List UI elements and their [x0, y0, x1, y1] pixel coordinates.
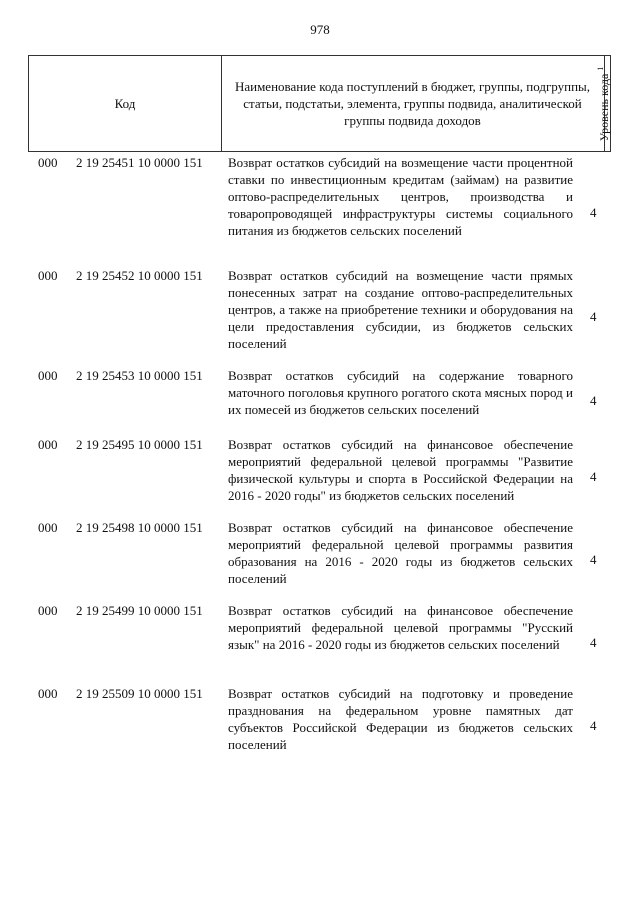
header-code: Код: [29, 56, 222, 151]
table-row: [0, 154, 640, 254]
revenue-code: 2 19 25498 10 0000 151: [76, 520, 203, 535]
admin-code: 000: [38, 268, 58, 283]
revenue-description: Возврат остатков субсидий на возмещение части процентной ставки по инвестиционным кредитам (займам) на развитие оптово-распределительных центров, производства и товаропроводящей инфраструктуры системы социального питания из бюджетов сельских поселений: [228, 155, 573, 238]
table-row: [0, 367, 640, 418]
page-number: 978: [310, 22, 330, 37]
revenue-description: Возврат остатков субсидий на подготовку и проведение празднования на федеральном уровне памятных дат субъектов Российской Федерации из бюджетов сельских поселений: [228, 686, 573, 752]
header-level-footnote: 1: [596, 66, 605, 71]
header-level: [596, 56, 612, 151]
header-level-label: Уровень кода: [597, 73, 611, 142]
revenue-code: 2 19 25453 10 0000 151: [76, 368, 203, 383]
table-row: [0, 602, 640, 670]
revenue-code: 2 19 25451 10 0000 151: [76, 155, 203, 170]
code-level: 4: [590, 393, 597, 408]
admin-code: 000: [38, 520, 58, 535]
admin-code: 000: [38, 437, 58, 452]
table-header: [28, 55, 611, 152]
revenue-description: Возврат остатков субсидий на финансовое обеспечение мероприятий федеральной целевой программы "Развитие физической культуры и спорта в Российской Федерации на 2016 - 2020 годы" из бюджетов сельских поселений: [228, 437, 573, 503]
revenue-description: Возврат остатков субсидий на возмещение части прямых понесенных затрат на создание оптово-распределительных центров, а также на приобретение техники и оборудования на цели предоставления субсидии, из бюджетов сельских поселений: [228, 268, 573, 351]
revenue-description: Возврат остатков субсидий на содержание товарного маточного поголовья крупного рогатого скота мясных пород и их помесей из бюджетов сельских поселений: [228, 368, 573, 417]
table-row: [0, 685, 640, 753]
table-row: [0, 267, 640, 352]
revenue-code: 2 19 25452 10 0000 151: [76, 268, 203, 283]
admin-code: 000: [38, 368, 58, 383]
revenue-code: 2 19 25509 10 0000 151: [76, 686, 203, 701]
code-level: 4: [590, 718, 597, 733]
code-level: 4: [590, 469, 597, 484]
code-level: 4: [590, 552, 597, 567]
revenue-description: Возврат остатков субсидий на финансовое обеспечение мероприятий федеральной целевой программы "Русский язык" на 2016 - 2020 годы из бюджетов сельских поселений: [228, 603, 573, 652]
header-name: Наименование кода поступлений в бюджет, группы, подгруппы, статьи, подстатьи, элемента, группы подвида, аналитической группы подвида доходов: [221, 56, 605, 151]
code-level: 4: [590, 635, 597, 650]
revenue-code: 2 19 25495 10 0000 151: [76, 437, 203, 452]
revenue-description: Возврат остатков субсидий на финансовое обеспечение мероприятий федеральной целевой программы развития образования на 2016 - 2020 годы из бюджетов сельских поселений: [228, 520, 573, 586]
admin-code: 000: [38, 686, 58, 701]
table-row: [0, 519, 640, 587]
admin-code: 000: [38, 155, 58, 170]
code-level: 4: [590, 205, 597, 220]
revenue-code: 2 19 25499 10 0000 151: [76, 603, 203, 618]
code-level: 4: [590, 309, 597, 324]
table-row: [0, 436, 640, 504]
admin-code: 000: [38, 603, 58, 618]
